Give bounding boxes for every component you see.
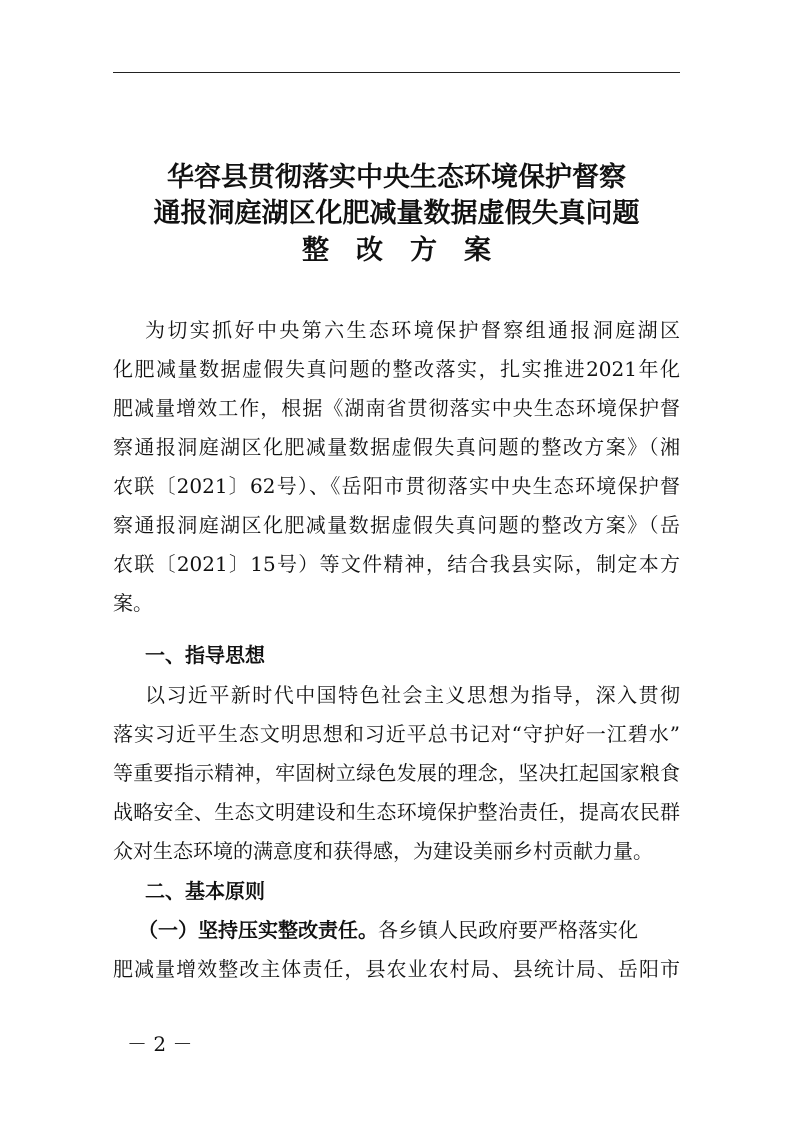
- header-rule: [113, 72, 680, 73]
- section2-line: 肥减量增效整改主体责任，县农业农村局、县统计局、岳阳市: [113, 957, 680, 981]
- section1-line: 等重要指示精神，牢固树立绿色发展的理念，坚决扛起国家粮食: [113, 761, 680, 785]
- intro-line: 察通报洞庭湖区化肥减量数据虚假失真问题的整改方案》（岳: [113, 513, 680, 537]
- item1-bold-title: （一）坚持压实整改责任。: [138, 918, 378, 942]
- section2-item1-line: [138, 916, 673, 944]
- intro-line: 农联〔2021〕62号）、《岳阳市贯彻落实中央生态环境保护督: [113, 474, 680, 498]
- document-title-line-3: 整 改 方 案: [302, 235, 491, 266]
- intro-line: 案。: [113, 591, 153, 615]
- section1-line: 众对生态环境的满意度和获得感，为建设美丽乡村贡献力量。: [113, 839, 653, 863]
- item1-text: 各乡镇人民政府要严格落实化: [378, 918, 638, 942]
- section-heading-2: 二、基本原则: [145, 879, 265, 903]
- section1-line: 落实习近平生态文明思想和习近平总书记对“守护好一江碧水”: [113, 722, 680, 746]
- intro-line: 为切实抓好中央第六生态环境保护督察组通报洞庭湖区: [145, 318, 680, 342]
- intro-line: 察通报洞庭湖区化肥减量数据虚假失真问题的整改方案》（湘: [113, 435, 680, 459]
- document-title-line-2: 通报洞庭湖区化肥减量数据虚假失真问题: [153, 198, 640, 229]
- intro-line: 化肥减量数据虚假失真问题的整改落实，扎实推进2021年化: [113, 357, 680, 381]
- page-number: － 2 －: [127, 1032, 193, 1056]
- section1-line: 以习近平新时代中国特色社会主义思想为指导，深入贯彻: [145, 683, 680, 707]
- intro-line: 农联〔2021〕15号）等文件精神，结合我县实际，制定本方: [113, 552, 680, 576]
- intro-line: 肥减量增效工作，根据《湖南省贯彻落实中央生态环境保护督: [113, 396, 680, 420]
- document-title-line-1: 华容县贯彻落实中央生态环境保护督察: [167, 162, 626, 193]
- section-heading-1: 一、指导思想: [145, 643, 265, 667]
- section1-line: 战略安全、生态文明建设和生态环境保护整治责任，提高农民群: [113, 800, 680, 824]
